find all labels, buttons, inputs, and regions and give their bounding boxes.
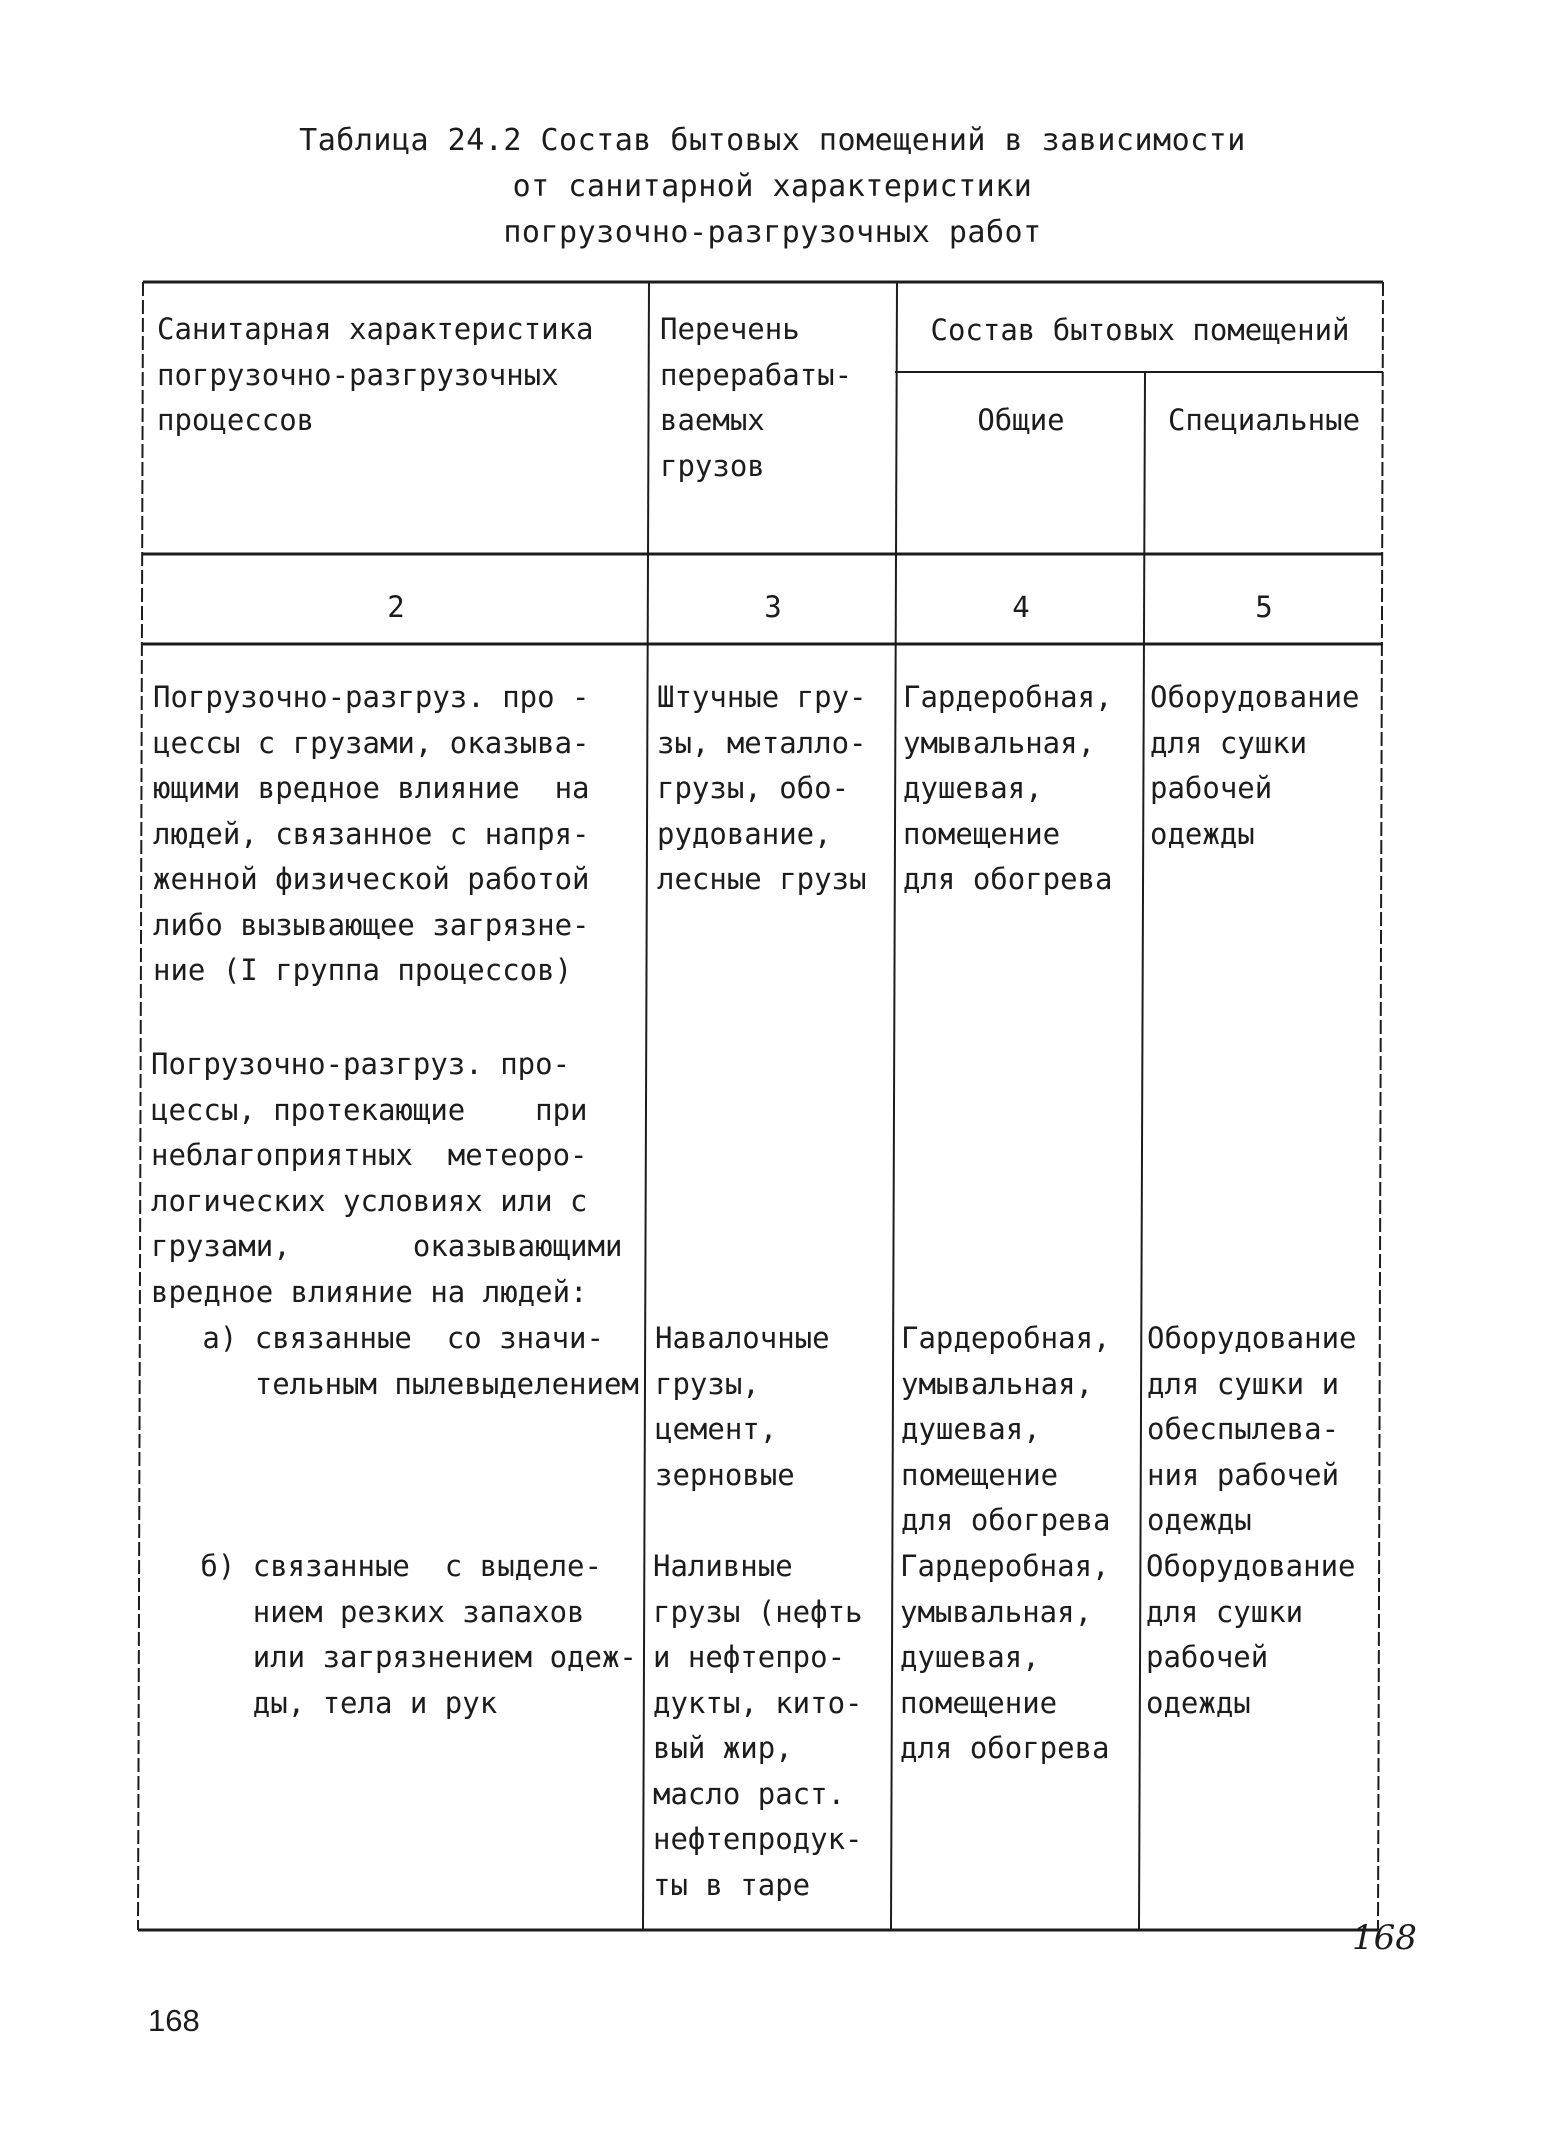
title-line-1: Таблица 24.2 Состав бытовых помещений в зависимости: [299, 123, 1246, 158]
page-number: 168: [148, 2003, 200, 2038]
row-3-general: Гардеробная, умывальная, душевая, помещение для обогрева: [901, 1321, 1111, 1537]
row-1-characteristic: Погрузочно-разгруз. про - цессы с грузами, оказыва- ющими вредное влияние на людей, связанное с напря- женной физической работой либо вызывающее загрязне- ние (I группа процессов): [153, 680, 590, 987]
column-number-3: 3: [764, 590, 782, 624]
title-line-2: от санитарной характеристики: [512, 169, 1033, 204]
row-1-general: Гардеробная, умывальная, душевая, помещение для обогрева: [903, 680, 1113, 896]
title-line-3: погрузочно-разгрузочных работ: [503, 215, 1042, 250]
row-4-cargo: Наливные грузы (нефть и нефтепро- дукты, кито- вый жир, масло раст. нефтепродук- ты в таре: [653, 1549, 863, 1902]
header-characteristic: Санитарная характеристика погрузочно-разгрузочных процессов: [157, 312, 594, 437]
handwritten-page-mark: 168: [1352, 1918, 1417, 1958]
header-cargo-list: Перечень перерабаты- ваемых грузов: [660, 312, 853, 483]
row-1-special: Оборудование для сушки рабочей одежды: [1150, 680, 1360, 851]
row-1-cargo: Штучные гру- зы, металло- грузы, обо- рудование, лесные грузы: [657, 680, 867, 896]
column-number-2: 2: [387, 590, 405, 624]
row-3-characteristic: а) связанные со значи- тельным пылевыделением: [202, 1321, 639, 1401]
header-facilities-group: Состав бытовых помещений: [930, 313, 1350, 347]
row-3-special: Оборудование для сушки и обеспылева- ния рабочей одежды: [1147, 1321, 1357, 1537]
row-4-special: Оборудование для сушки рабочей одежды: [1146, 1549, 1356, 1720]
row-4-characteristic: б) связанные с выделе- нием резких запахов или загрязнением одеж- ды, тела и рук: [200, 1549, 637, 1720]
column-number-5: 5: [1255, 590, 1273, 624]
header-special: Специальные: [1167, 403, 1361, 437]
row-2-characteristic: Погрузочно-разгруз. про- цессы, протекающие при неблагоприятных метеоро- логических условиях или с грузами, оказывающими вредное влияние на людей:: [151, 1047, 623, 1309]
column-number-4: 4: [1012, 590, 1030, 624]
row-4-general: Гардеробная, умывальная, душевая, помещение для обогрева: [900, 1549, 1110, 1765]
header-general: Общие: [977, 403, 1065, 437]
row-3-cargo: Навалочные грузы, цемент, зерновые: [655, 1321, 830, 1492]
